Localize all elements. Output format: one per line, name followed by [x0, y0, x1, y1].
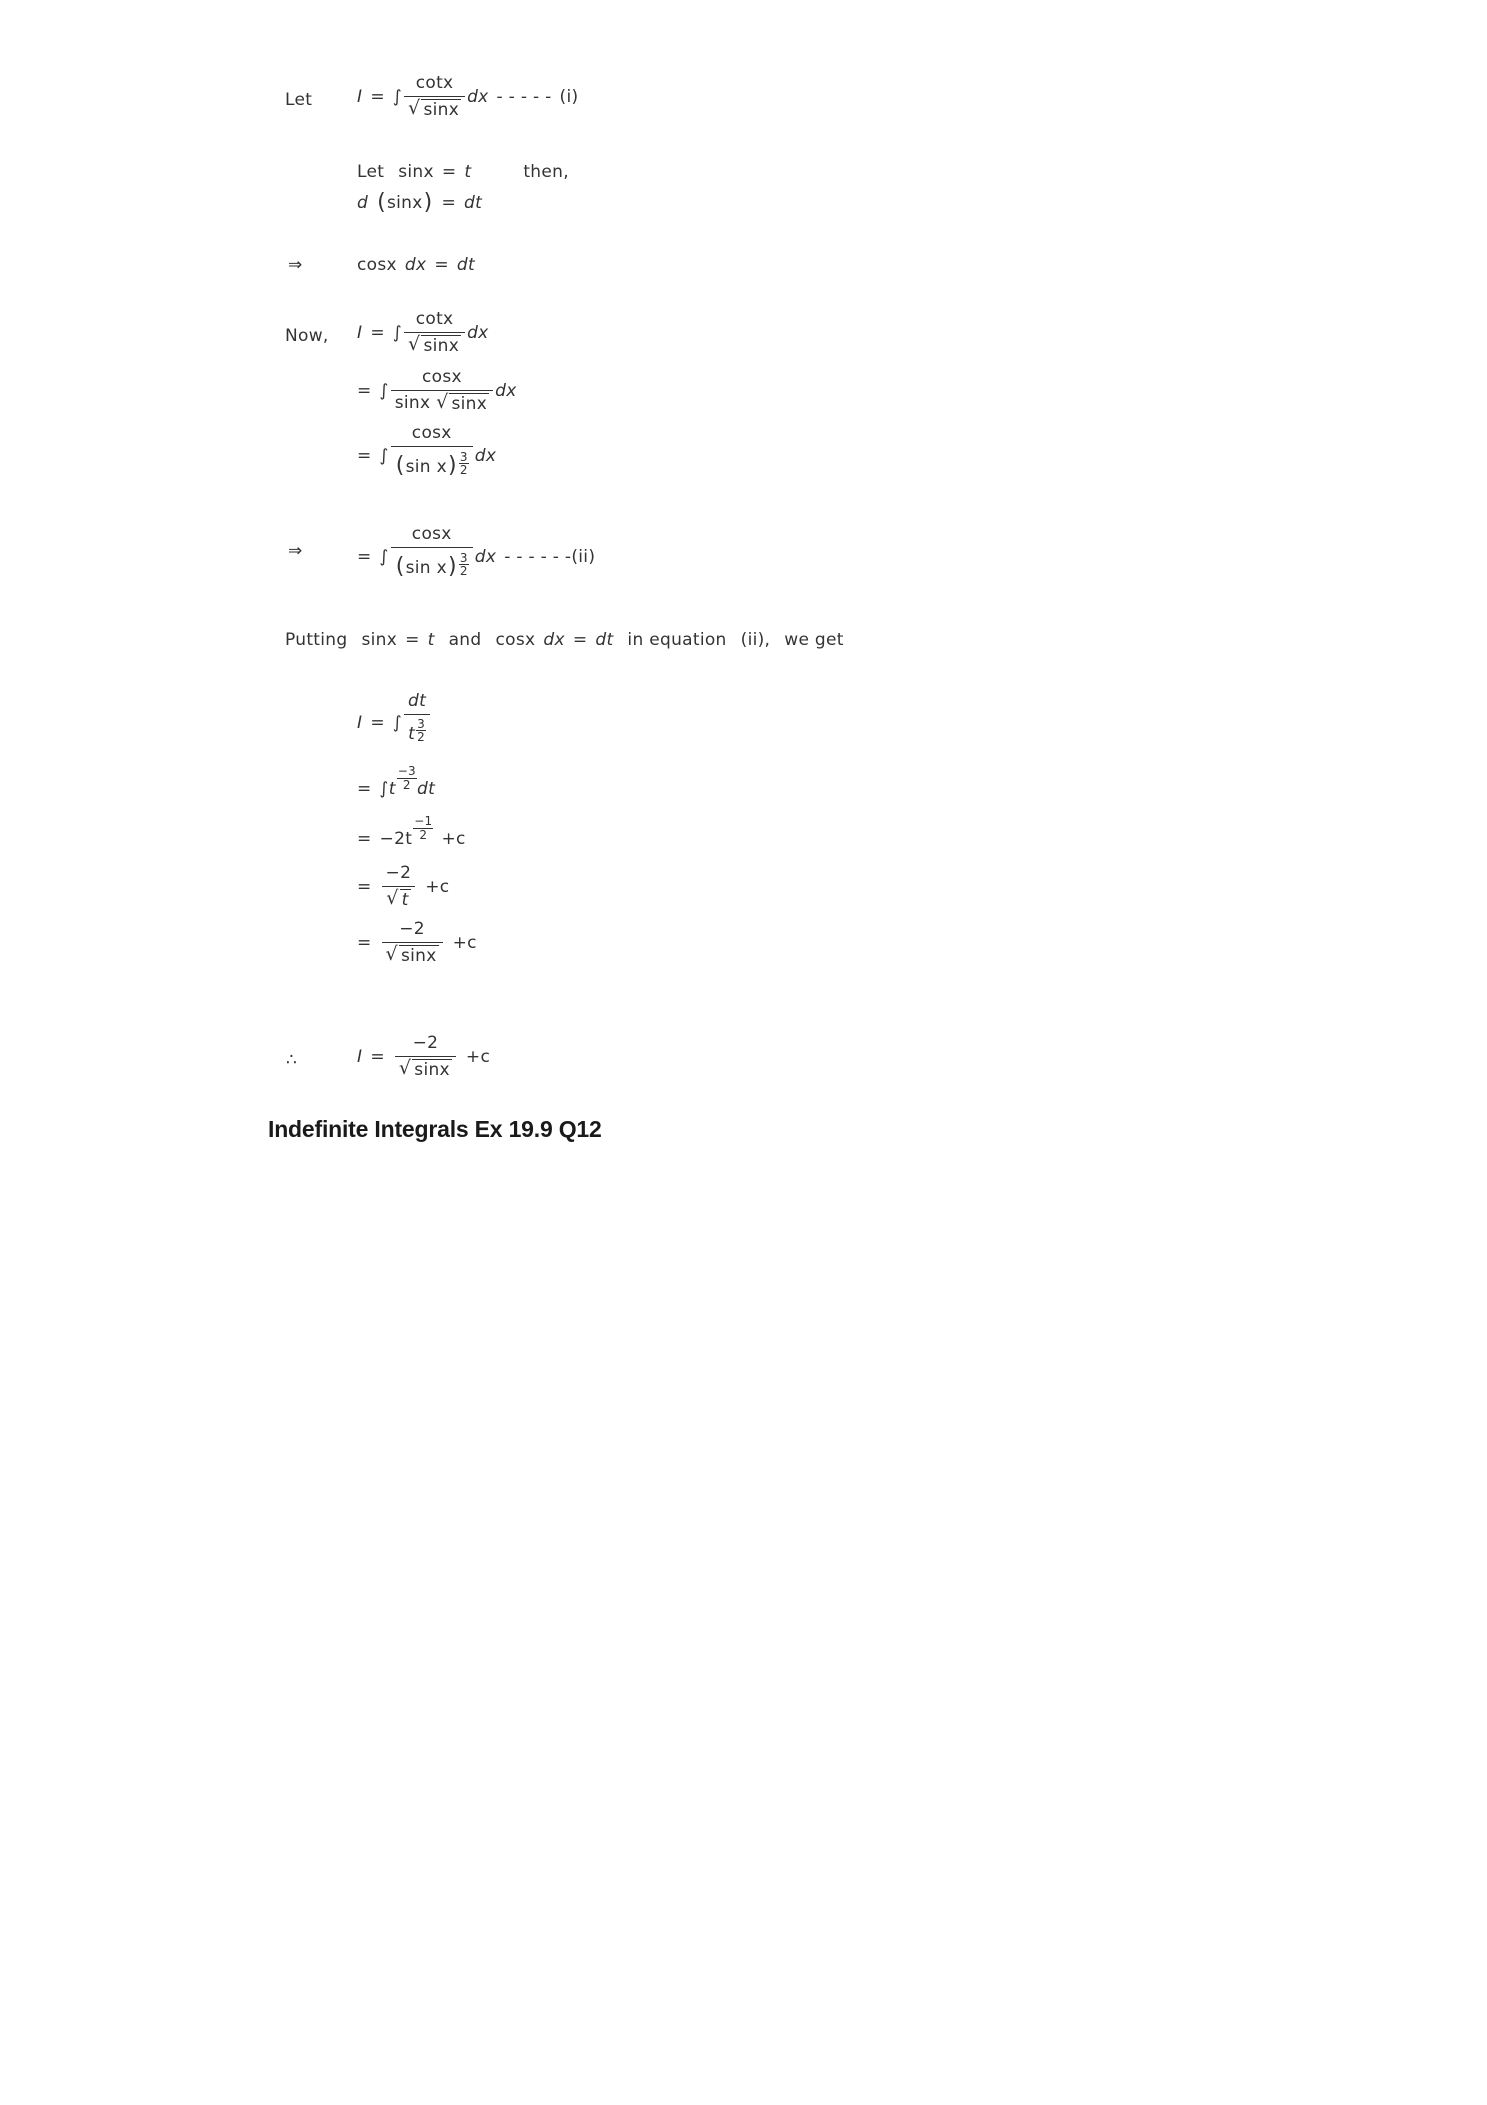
substitution-line: Let sinx = t then,: [357, 162, 569, 182]
step-power-three-halves: = ∫ cosx (sin x) $\frac{3}{2}$ dx: [357, 424, 496, 488]
step-minus2-over-root-sinx: = −2 √ sinx +c: [357, 919, 477, 966]
step-minus2-over-root-t: = −2 √ t +c: [357, 863, 450, 910]
implies-arrow-2: ⇒: [288, 541, 303, 561]
equation-i: I = ∫ cotx √ sinx dx - - - - - (i): [357, 73, 579, 120]
step-negative-power: = ∫ t −3 2 dt: [357, 764, 436, 800]
cos-dx-line: cosx dx = dt: [357, 255, 475, 275]
equation-tag-ii: (ii): [571, 546, 596, 567]
final-answer: I = −2 √ sinx +c: [357, 1033, 491, 1080]
integral-in-t: I = ∫ dt t $\frac{3}{2}$: [357, 692, 432, 755]
equation-tag-i: (i): [559, 86, 579, 107]
putting-sentence: Putting sinx = t and cosx dx = dt in equation (ii), we get: [285, 630, 844, 650]
step-cos-over-sin-sqrt: = ∫ cosx sinx √ sinx dx: [357, 367, 517, 414]
section-heading: Indefinite Integrals Ex 19.9 Q12: [268, 1116, 602, 1142]
step-antiderivative: = −2t −1 2 +c: [357, 814, 466, 850]
implies-arrow: ⇒: [288, 255, 303, 275]
let-label: Let: [285, 90, 313, 110]
therefore-symbol: ∴: [286, 1050, 298, 1070]
differential-line: d ( sinx ) = dt: [357, 190, 483, 215]
now-label: Now,: [285, 326, 329, 346]
equation-ii: = ∫ cosx (sin x) $\frac{3}{2}$ dx - - - - - - (ii): [357, 525, 595, 589]
fraction: cotx √ sinx: [404, 74, 465, 120]
now-equation: I = ∫ cotx √ sinx dx: [357, 309, 489, 356]
